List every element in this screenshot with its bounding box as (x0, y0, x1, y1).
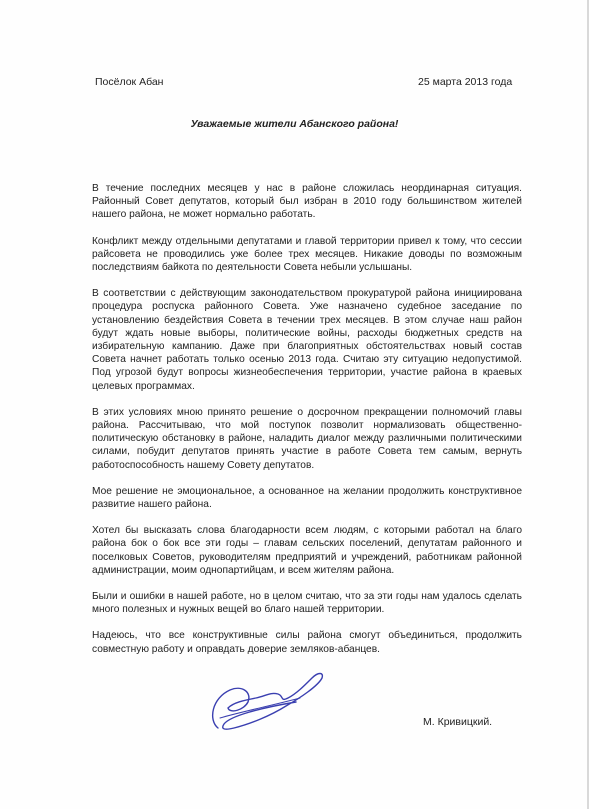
paragraph: В этих условиях мною принято решение о досрочном прекращении полномочий главы района. Рассчитываю, что мой поступок позволит нормализовать общественно-политическую обстановку в районе, наладить диалог между различными политическими силами, побудит депутатов принять участие в работе Совета тем самым, вернуть работоспособность нашему Совету депутатов. (92, 406, 522, 471)
letter-date: 25 марта 2013 года (418, 76, 513, 88)
paragraph: Были и ошибки в нашей работе, но в целом считаю, что за эти годы нам удалось сделать много полезных и нужных вещей во благо нашей территории. (92, 591, 522, 616)
paragraph: Конфликт между отдельными депутатами и главой территории привел к тому, что сессии райсовета не проводились уже более трех месяцев. Никакие доводы по возможным последствиям байкота по деятельности Совета небыли услышаны. (92, 235, 522, 274)
paragraph: Надеюсь, что все конструктивные силы района смогут объединиться, продолжить совместную работу и оправдать доверие земляков-абанцев. (92, 630, 522, 655)
handwritten-signature (200, 668, 340, 738)
signer-name: М. Кривицкий. (423, 716, 493, 728)
paragraph: Мое решение не эмоциональное, а основанное на желании продолжить конструктивное развитие нашего района. (92, 485, 522, 511)
paragraph: В течение последних месяцев у нас в районе сложилась неординарная ситуация. Районный Совет депутатов, который был избран в 2010 году большинством жителей нашего района, не может нормально работать. (92, 183, 522, 221)
letter-body (92, 182, 522, 669)
signature-stroke (213, 674, 323, 730)
letter-heading: Уважаемые жители Абанского района! (190, 118, 399, 130)
letter-place: Посёлок Абан (95, 76, 164, 88)
paragraph: Хотел бы высказать слова благодарности всем людям, с которыми работал на благо района бок о бок все эти годы – главам сельских поселений, депутатам районного и поселковых Советов, руководителям предприятий и учреждений, работникам районной администрации, моим однопартийцам, и всем жителям района. (92, 525, 522, 576)
paragraph: В соответствии с действующим законодательством прокуратурой района инициирована процедура роспуска районного Совета. Уже назначено судебное заседание по установлению бездействия Совета в течении трех месяцев. В этом случае наш район будут ждать новые выборы, политические войны, расходы бюджетных средств на избирательную кампанию. Даже при благоприятных обстоятельствах новый состав Совета начнет работать только осенью 2013 года. Считаю эту ситуацию недопустимой. Под угрозой будут вопросы жизнеобеспечения территории, участие района в краевых целевых программах. (92, 288, 522, 392)
signature-underline (220, 698, 300, 718)
